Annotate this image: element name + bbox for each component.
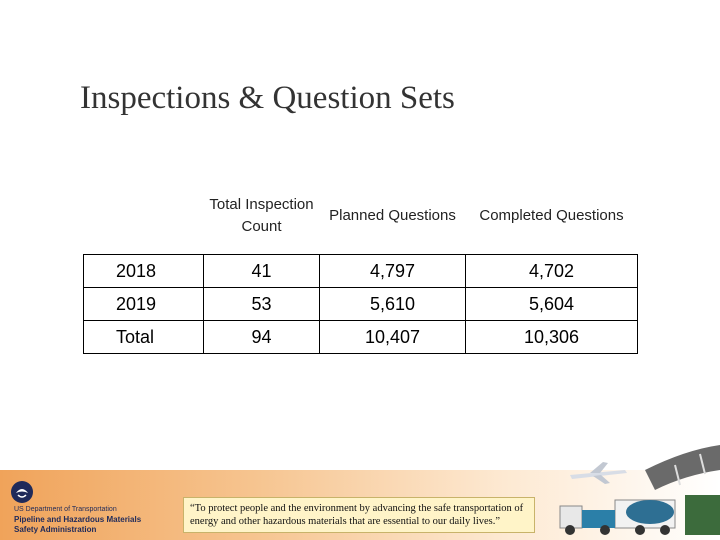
completed-questions-cell: 5,604 [466,288,638,321]
transport-illustration [555,440,720,540]
agency-name [14,505,141,535]
header-total-inspection-count: Total Inspection Count [209,196,314,235]
row-total-label: Total [84,321,204,354]
agency-dept-line: US Department of Transportation [14,506,117,513]
table-header-row [84,178,638,255]
planned-questions-cell: 5,610 [320,288,466,321]
inspections-table [83,178,638,354]
table-row [84,255,638,288]
mission-quote: “To protect people and the environment by advancing the safe transportation of energy and other hazardous materials that are essential to our daily lives.” [190,503,524,527]
pipeline-icon [645,445,720,490]
airplane-icon [570,462,627,484]
row-year: 2019 [84,288,204,321]
table-row [84,321,638,354]
completed-questions-cell: 4,702 [466,255,638,288]
page-title: Inspections & Question Sets [80,80,455,116]
row-year: 2018 [84,255,204,288]
inspection-count-cell: 41 [204,255,320,288]
dot-eagle-logo-icon [10,480,34,504]
table-row [84,288,638,321]
completed-questions-cell: 10,306 [466,321,638,354]
header-completed-questions: Completed Questions [479,207,624,224]
header-planned-questions: Planned Questions [329,207,456,224]
planned-questions-cell: 4,797 [320,255,466,288]
planned-questions-cell: 10,407 [320,321,466,354]
inspection-count-cell: 53 [204,288,320,321]
agency-line-3: Safety Administration [14,525,97,534]
inspection-count-cell: 94 [204,321,320,354]
agency-line-2: Pipeline and Hazardous Materials [14,515,142,524]
header-cell-empty [84,178,204,255]
mission-quote-box [183,497,535,533]
truck-icon [560,500,675,535]
